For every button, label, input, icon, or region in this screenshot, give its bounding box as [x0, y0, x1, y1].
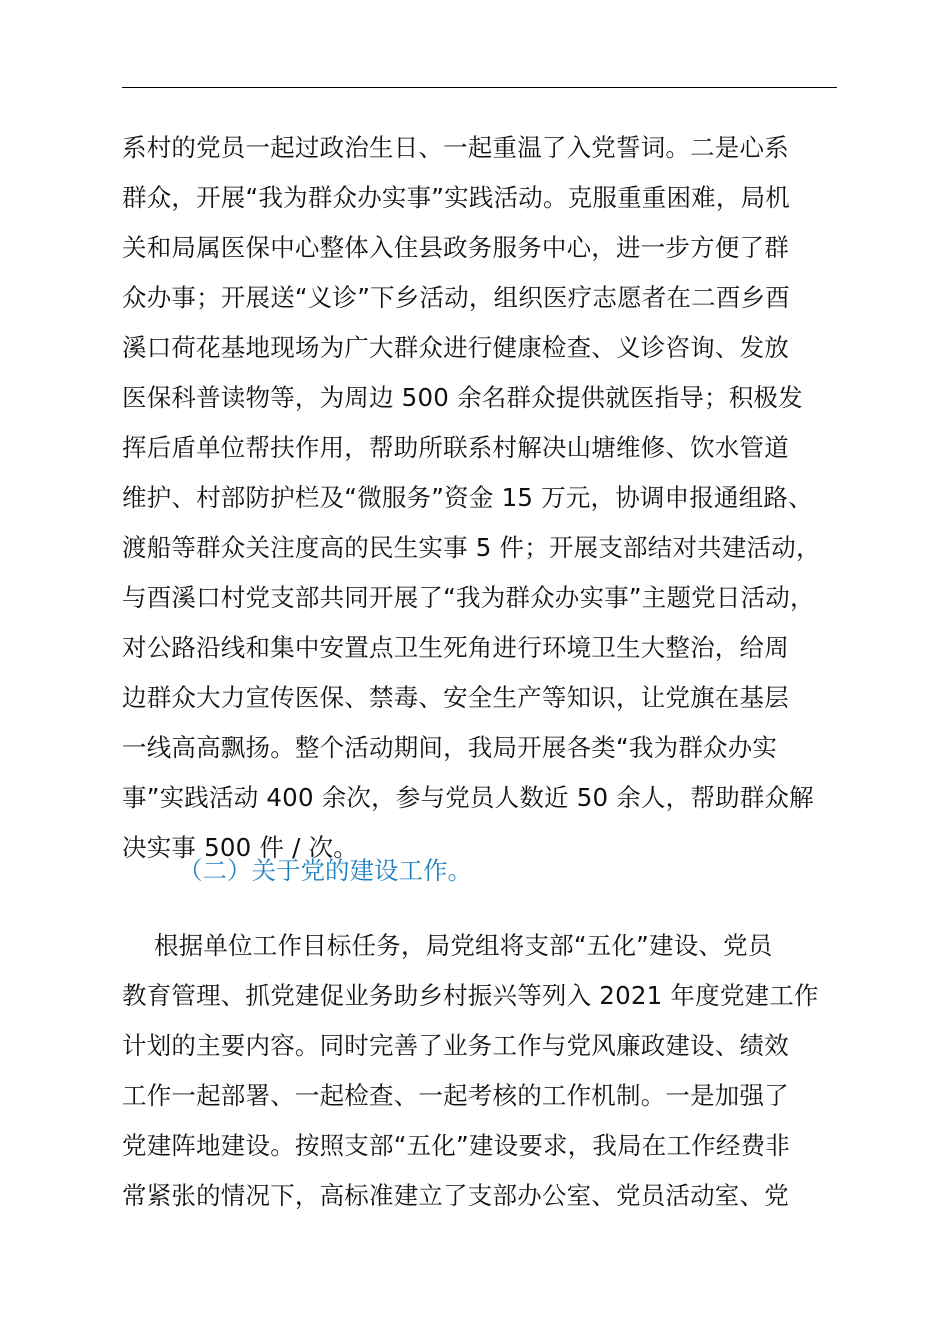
paragraph-2-line: 常紧张的情况下，高标准建立了支部办公室、党员活动室、党	[122, 1181, 789, 1210]
paragraph-2-line: 计划的主要内容。同时完善了业务工作与党风廉政建设、绩效	[122, 1031, 789, 1060]
paragraph-1-line: 溪口荷花基地现场为广大群众进行健康检查、义诊咨询、发放	[122, 333, 789, 362]
paragraph-1-line: 与酉溪口村党支部共同开展了“我为群众办实事”主题党日活动，	[122, 583, 815, 612]
paragraph-2-line: 党建阵地建设。按照支部“五化”建设要求，我局在工作经费非	[122, 1131, 790, 1160]
paragraph-1-line: 渡船等群众关注度高的民生实事 5 件；开展支部结对共建活动，	[122, 533, 821, 562]
paragraph-1	[122, 123, 862, 873]
paragraph-1-line: 维护、村部防护栏及“微服务”资金 15 万元，协调申报通组路、	[122, 483, 813, 512]
paragraph-1-line: 众办事；开展送“义诊”下乡活动，组织医疗志愿者在二酉乡酉	[122, 283, 790, 312]
paragraph-1-line: 挥后盾单位帮扶作用，帮助所联系村解决山塘维修、饮水管道	[122, 433, 789, 462]
paragraph-2-line: 教育管理、抓党建促业务助乡村振兴等列入 2021 年度党建工作	[122, 981, 819, 1010]
paragraph-2	[122, 921, 862, 1221]
paragraph-2-line: 工作一起部署、一起检查、一起考核的工作机制。一是加强了	[122, 1081, 789, 1110]
paragraph-1-line: 边群众大力宣传医保、禁毒、安全生产等知识，让党旗在基层	[122, 683, 789, 712]
section-heading: （二）关于党的建设工作。	[178, 856, 472, 885]
paragraph-2-line: 根据单位工作目标任务，局党组将支部“五化”建设、党员	[122, 931, 773, 960]
paragraph-1-line: 系村的党员一起过政治生日、一起重温了入党誓词。二是心系	[122, 133, 789, 162]
paragraph-1-line: 医保科普读物等，为周边 500 余名群众提供就医指导；积极发	[122, 383, 803, 412]
header-divider	[122, 87, 837, 88]
paragraph-1-line: 群众，开展“我为群众办实事”实践活动。克服重重困难，局机	[122, 183, 790, 212]
paragraph-1-line: 一线高高飘扬。整个活动期间，我局开展各类“我为群众办实	[122, 733, 778, 762]
paragraph-1-line: 对公路沿线和集中安置点卫生死角进行环境卫生大整治，给周	[122, 633, 789, 662]
paragraph-1-line: 决实事 500 件 / 次。	[122, 833, 358, 862]
paragraph-1-line: 关和局属医保中心整体入住县政务服务中心，进一步方便了群	[122, 233, 789, 262]
paragraph-1-line: 事”实践活动 400 余次，参与党员人数近 50 余人，帮助群众解	[122, 783, 814, 812]
